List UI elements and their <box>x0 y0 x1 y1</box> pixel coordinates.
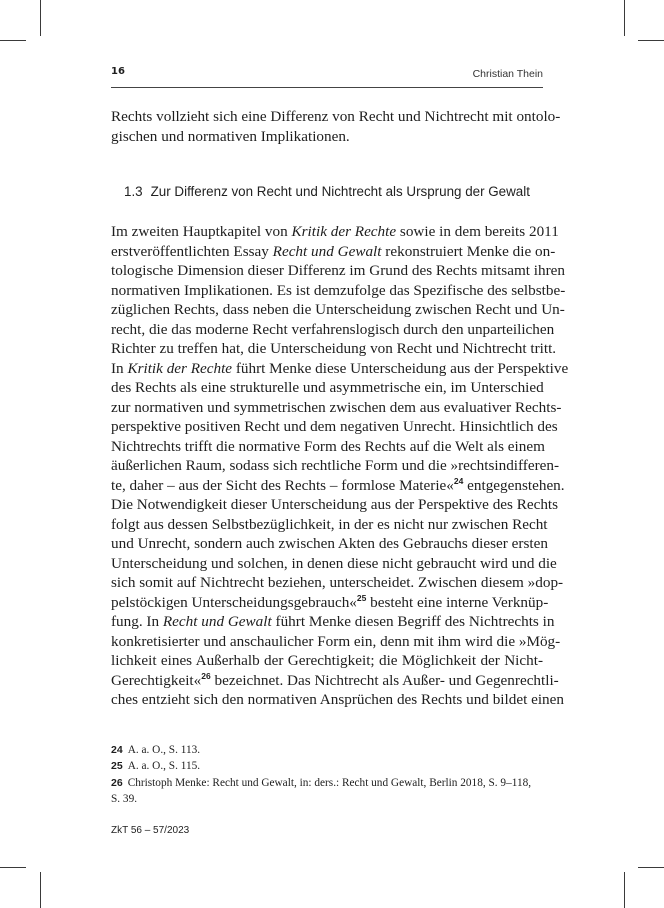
page-number: 16 <box>111 66 125 77</box>
text-line: Rechts vollzieht sich eine Differenz von Recht und Nichtrecht mit ontolo- <box>111 108 561 125</box>
journal-footer: ZkT 56 – 57/2023 <box>111 825 190 836</box>
footnote-number: 26 <box>111 776 123 789</box>
text-line: lichkeit eines Außerhalb der Gerechtigkeit; die Möglichkeit der Nicht- <box>111 652 543 669</box>
book-title: Kritik der Rechte <box>291 223 397 240</box>
text-line: konkretisierter und anschaulicher Form ein, denn mit ihm wird die »Mög- <box>111 632 561 650</box>
running-head <box>111 66 543 86</box>
text-line: züglichen Rechts, dass neben die Unterscheidung zwischen Recht und Un- <box>111 301 565 318</box>
text-line: recht, die das moderne Recht verfahrenslogisch durch den unparteilichen <box>111 320 555 338</box>
essay-title: Recht und Gewalt <box>272 242 382 260</box>
text-line: folgt aus dessen Selbstbezüglichkeit, in der es nicht nur zwischen Recht <box>111 515 548 533</box>
running-head-author: Christian Thein <box>472 68 543 80</box>
footnote: 24 A. a. O., S. 113. <box>111 744 201 756</box>
footnote: 26 Christoph Menke: Recht und Gewalt, in: ders.: Recht und Gewalt, Berlin 2018, S. 9–118, <box>111 776 532 789</box>
intro-paragraph <box>111 107 561 146</box>
text-line: perspektive positiven Recht und dem negativen Unrecht. Hinsichtlich des <box>111 418 558 435</box>
text-line: fung. In Recht und Gewalt führt Menke diesen Begriff des Nichtrechts in <box>111 613 555 630</box>
text-line: normativen Implikationen. Es ist demzufolge das Spezifische des selbstbe- <box>111 281 566 299</box>
text-line: tologische Dimension dieser Differenz im Grund des Rechts mitsamt ihren <box>111 262 565 279</box>
footnote-continuation: S. 39. <box>111 792 138 805</box>
text-line: Unterscheidung und solchen, in denen diese nicht gebraucht wird und die <box>111 554 557 572</box>
crop-mark <box>624 0 625 36</box>
text-line: äußerlichen Raum, sodass sich rechtliche Form und die »rechtsindifferen- <box>111 457 560 474</box>
book-title: Kritik der Rechte <box>127 359 233 377</box>
footnote-number: 25 <box>111 760 123 773</box>
footnote-ref[interactable]: 24 <box>453 475 464 486</box>
essay-title: Recht und Gewalt <box>162 613 272 630</box>
footnote: 25 A. a. O., S. 115. <box>111 760 201 773</box>
text-line: ches entzieht sich den normativen Ansprüchen des Rechts und bildet einen <box>111 691 564 708</box>
footnote-number: 24 <box>111 744 123 756</box>
crop-mark <box>40 0 41 36</box>
text-line: In Kritik der Rechte führt Menke diese Unterscheidung aus der Perspektive <box>111 359 569 377</box>
crop-mark <box>638 867 664 868</box>
text-line: te, daher – aus der Sicht des Rechts – formlose Materie«$^{24}$ entgegenstehen. <box>111 475 565 494</box>
crop-mark <box>624 872 625 908</box>
text-line: gischen und normativen Implikationen. <box>111 127 350 145</box>
text-line: erstveröffentlichten Essay Recht und Gewalt rekonstruiert Menke die on- <box>111 242 556 260</box>
body-paragraph <box>111 222 569 710</box>
section-heading <box>124 184 544 199</box>
text-line: des Rechts als eine strukturelle und asymmetrische ein, im Unterschied <box>111 379 544 396</box>
text-line: pelstöckigen Unterscheidungsgebrauch«$^{25}$ besteht eine interne Verknüp- <box>111 592 549 611</box>
text-line: Nichtrechts trifft die normative Form des Rechts auf die Welt als einem <box>111 437 545 455</box>
footnote-ref[interactable]: 25 <box>356 592 367 603</box>
header-rule <box>111 87 543 88</box>
section-number: 1.3 <box>124 184 143 199</box>
text-line: Gerechtigkeit«$^{26}$ bezeichnet. Das Nichtrecht als Außer- und Gegenrechtli- <box>111 670 559 689</box>
text-line: zur normativen und symmetrischen zwischen dem aus evaluativer Rechts- <box>111 398 562 416</box>
text-line: sich somit auf Nichtrecht beziehen, unterscheidet. Zwischen diesem »dop- <box>111 574 564 591</box>
footnotes <box>111 742 543 807</box>
crop-mark <box>40 872 41 908</box>
section-title: Zur Differenz von Recht und Nichtrecht als Ursprung der Gewalt <box>150 184 530 199</box>
crop-mark <box>0 40 26 41</box>
text-line: und Unrecht, sondern auch zwischen Akten des Gebrauchs dieser ersten <box>111 535 548 552</box>
crop-mark <box>0 867 26 868</box>
text-line: Richter zu treffen hat, die Unterscheidung von Recht und Nichtrecht tritt. <box>111 340 557 357</box>
footnote-ref[interactable]: 26 <box>201 670 211 681</box>
crop-mark <box>638 40 664 41</box>
text-line: Die Notwendigkeit dieser Unterscheidung aus der Perspektive des Rechts <box>111 496 559 513</box>
text-line: Im zweiten Hauptkapitel von Kritik der Rechte sowie in dem bereits 2011 <box>111 223 559 240</box>
